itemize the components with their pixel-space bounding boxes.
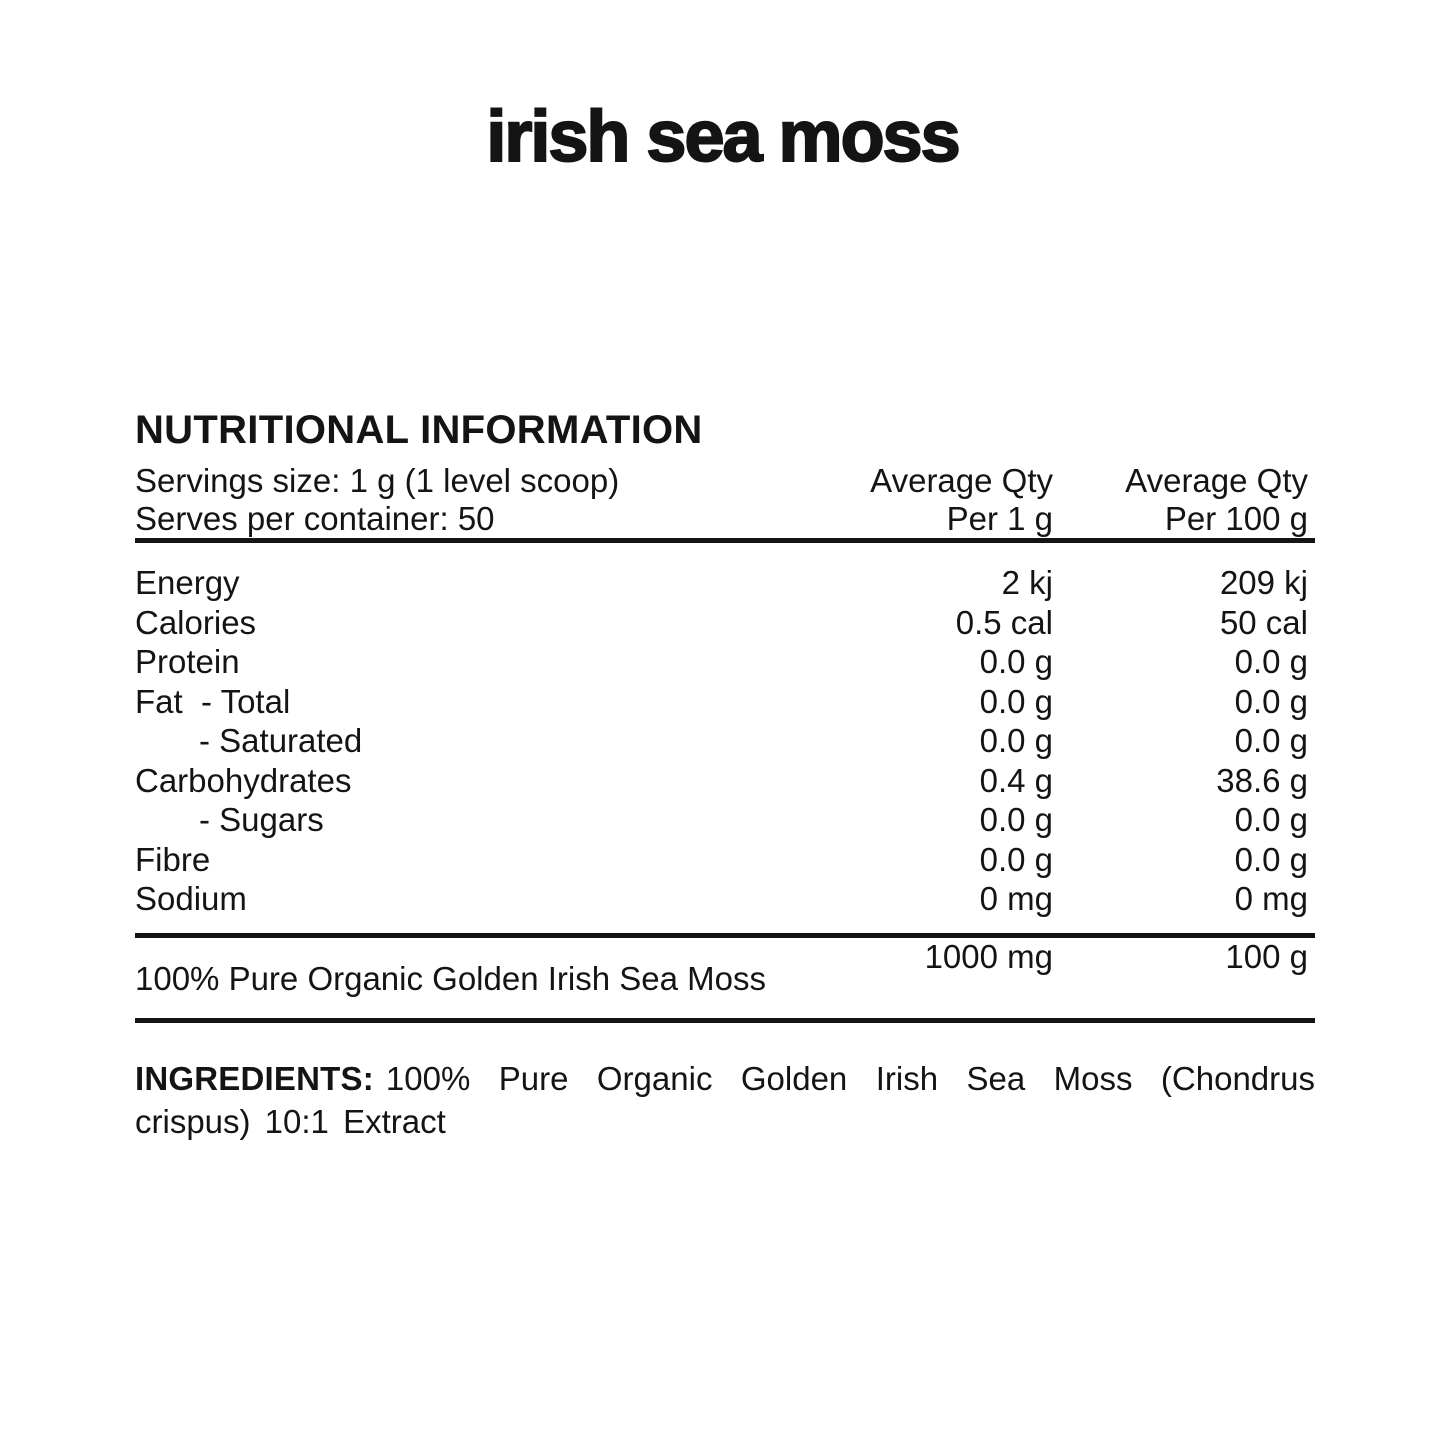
column-header-per-1g — [870, 462, 1053, 538]
row-value-per-100g: 0.0 g — [1234, 722, 1308, 759]
table-row-calories — [135, 603, 1315, 643]
row-label: Fibre — [135, 840, 211, 878]
table-row-fat-total — [135, 682, 1315, 722]
row-value-per-1g: 0.0 g — [979, 682, 1053, 720]
column-header-per-1g-line2: Per 1 g — [946, 500, 1053, 537]
row-value-per-1g: 0.0 g — [979, 840, 1053, 878]
ingredients-text: 100% Pure Organic Golden Irish Sea Moss (Chondrus crispus) 10:1 Extract — [135, 1059, 1315, 1140]
row-value-per-100g: 0 mg — [1234, 880, 1308, 917]
nutrition-table — [135, 543, 1315, 933]
row-value-per-1g: 0.0 g — [979, 643, 1053, 680]
table-row-protein — [135, 642, 1315, 682]
row-value-per-100g: 209 kj — [1219, 564, 1308, 601]
column-header-per-1g-line1: Average Qty — [870, 462, 1053, 499]
row-value-per-1g: 0.5 cal — [955, 603, 1053, 641]
table-row-energy — [135, 563, 1315, 603]
row-label: Sodium — [135, 880, 247, 917]
ingredients-paragraph — [135, 1057, 1315, 1143]
serving-size-text: Servings size: 1 g (1 level scoop) — [135, 462, 620, 499]
row-label: Protein — [135, 643, 240, 680]
table-row-fat-saturated — [135, 721, 1315, 761]
row-value-per-100g: 0.0 g — [1234, 840, 1308, 878]
row-value-per-100g: 0.0 g — [1234, 643, 1308, 680]
table-header — [135, 462, 1315, 538]
row-value-per-1g: 1000 mg — [924, 937, 1053, 975]
row-label: Calories — [135, 603, 257, 641]
row-value-per-1g: 0 mg — [979, 880, 1053, 917]
row-value-per-1g: 0.0 g — [979, 801, 1053, 838]
row-label: Fat - Total — [135, 682, 291, 720]
row-label: - Saturated — [199, 722, 363, 759]
row-value-per-1g: 2 kj — [1001, 564, 1053, 601]
row-value-per-100g: 0.0 g — [1234, 801, 1308, 838]
column-header-per-100g-line1: Average Qty — [1125, 462, 1308, 499]
row-label: - Sugars — [199, 801, 324, 838]
column-header-per-100g — [1125, 462, 1308, 538]
serves-per-container-text: Serves per container: 50 — [135, 500, 495, 537]
row-value-per-100g: 0.0 g — [1234, 682, 1308, 720]
table-row-sugars — [135, 800, 1315, 840]
ingredients-label: INGREDIENTS: — [135, 1059, 374, 1097]
nutrition-panel — [135, 408, 1315, 1176]
row-label: 100% Pure Organic Golden Irish Sea Moss — [135, 959, 766, 997]
divider-bottom — [135, 1018, 1315, 1023]
row-value-per-100g: 100 g — [1225, 937, 1308, 975]
row-value-per-1g: 0.4 g — [979, 761, 1053, 799]
row-label: Energy — [135, 564, 240, 601]
table-row-carbohydrates — [135, 761, 1315, 801]
nutrition-heading: NUTRITIONAL INFORMATION — [135, 408, 703, 452]
row-value-per-100g: 38.6 g — [1216, 761, 1308, 799]
table-row-sea-moss-extract — [135, 938, 1315, 1018]
column-header-per-100g-line2: Per 100 g — [1164, 500, 1308, 537]
row-label: Carbohydrates — [135, 761, 352, 799]
product-title: irish sea moss — [486, 97, 959, 177]
table-row-sodium — [135, 879, 1315, 919]
table-row-fibre — [135, 840, 1315, 880]
row-value-per-100g: 50 cal — [1219, 603, 1308, 641]
row-value-per-1g: 0.0 g — [979, 722, 1053, 759]
